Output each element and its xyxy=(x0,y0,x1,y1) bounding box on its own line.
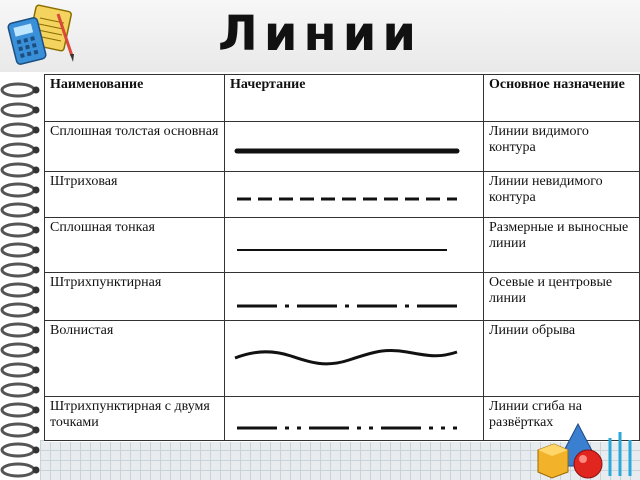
spiral-ring xyxy=(2,424,40,436)
spiral-ring xyxy=(2,264,40,276)
spiral-ring xyxy=(2,464,40,476)
spiral-ring xyxy=(2,144,40,156)
spiral-binding xyxy=(0,78,46,480)
page-title: Линии xyxy=(218,6,422,62)
row-name: Штрихпунктирная xyxy=(45,273,225,321)
spiral-ring xyxy=(2,244,40,256)
spiral-ring xyxy=(2,404,40,416)
spiral-ring xyxy=(2,364,40,376)
row-purpose: Размерные и выносные линии xyxy=(484,218,640,273)
row-purpose: Линии видимого контура xyxy=(484,122,640,172)
spiral-ring xyxy=(2,224,40,236)
table-header-row xyxy=(45,75,640,122)
header-drawing: Начертание xyxy=(225,75,484,122)
row-purpose: Осевые и центровые линии xyxy=(484,273,640,321)
table-row xyxy=(45,172,640,218)
spiral-ring xyxy=(2,444,40,456)
row-name: Штриховая xyxy=(45,172,225,218)
line-sample-wavy xyxy=(225,321,484,397)
header-purpose: Основное назначение xyxy=(484,75,640,122)
table-row xyxy=(45,321,640,397)
row-purpose: Линии невидимого контура xyxy=(484,172,640,218)
spiral-ring xyxy=(2,304,40,316)
table-row xyxy=(45,218,640,273)
line-types-table xyxy=(44,74,639,442)
row-purpose: Линии сгиба на развёртках xyxy=(484,397,640,441)
spiral-ring xyxy=(2,204,40,216)
spiral-ring xyxy=(2,184,40,196)
line-sample-dash-dot xyxy=(225,273,484,321)
table-row xyxy=(45,273,640,321)
line-sample-dash-double-dot xyxy=(225,397,484,441)
row-name: Сплошная тонкая xyxy=(45,218,225,273)
row-name: Сплошная толстая основная xyxy=(45,122,225,172)
line-sample-solid-thick xyxy=(225,122,484,172)
spiral-ring xyxy=(2,124,40,136)
row-purpose: Линии обрыва xyxy=(484,321,640,397)
spiral-ring xyxy=(2,384,40,396)
spiral-ring xyxy=(2,84,40,96)
header-name: Наименование xyxy=(45,75,225,122)
row-name: Штрихпунктирная с двумя точками xyxy=(45,397,225,441)
table-row xyxy=(45,122,640,172)
row-name: Волнистая xyxy=(45,321,225,397)
spiral-ring xyxy=(2,284,40,296)
line-sample-dashed xyxy=(225,172,484,218)
spiral-ring xyxy=(2,104,40,116)
spiral-ring xyxy=(2,344,40,356)
geometric-shapes-icon xyxy=(528,418,640,480)
spiral-ring xyxy=(2,164,40,176)
line-sample-solid-thin xyxy=(225,218,484,273)
spiral-ring xyxy=(2,324,40,336)
